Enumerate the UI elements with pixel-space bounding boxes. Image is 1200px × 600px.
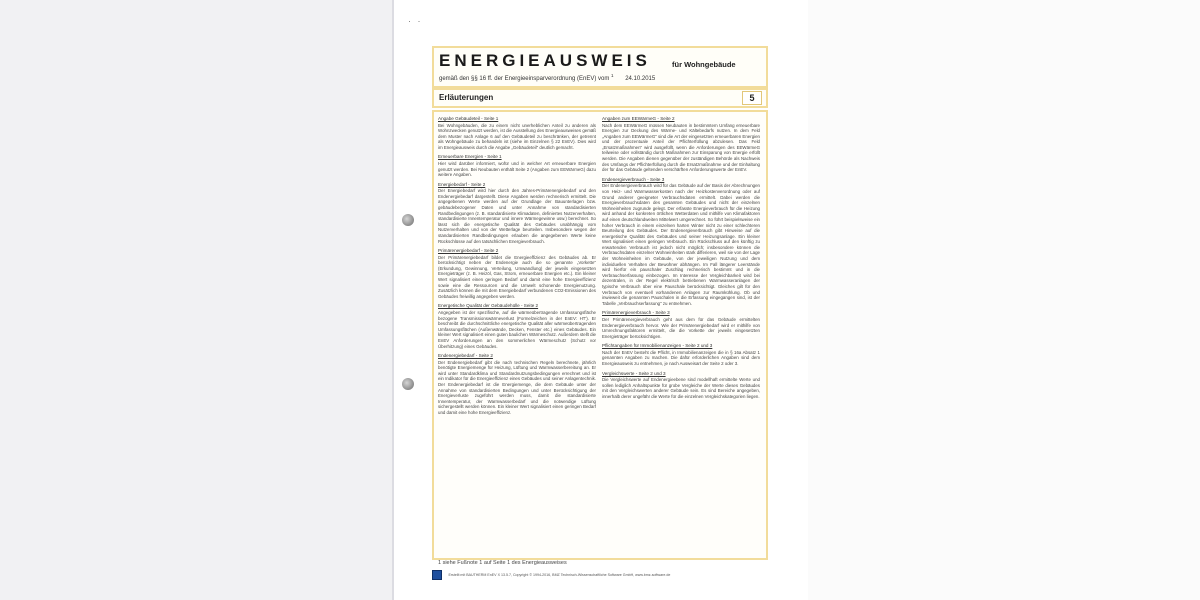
scan-marks: · ·: [408, 16, 423, 26]
block-heading: Angaben zum EEWärmeG - Seite 2: [602, 116, 675, 121]
block-text: Angegeben ist der spezifische, auf die wärmeübertragende Umfassungsfläche bezogene Transmissionswärmeverlust (Formelzeichen in der EnEV: HT'). Er beschreibt die durchschnittliche energetische Qualität aller wärmeübertragenden Umfassungsflächen (Außenwände, Decken, Fenster etc.) eines Gebäudes. Ein kleiner Wert signalisiert einen guten baulichen Wärmeschutz. Außerdem stellt die EnEV Anforderungen an den sommerlichen Wärmeschutz (Schutz vor Überhitzung) eines Gebäudes.: [438, 309, 596, 349]
explanation-block: [438, 353, 596, 415]
block-text: Der Endenergiebedarf gibt die nach technischen Regeln berechnete, jährlich benötigte Energiemenge für Heizung, Lüftung und Warmwasserbereitung an. Er wird unter Standardklima und Standardnutzungsbedingungen errechnet und ist ein Indikator für die Energieeffizienz eines Gebäudes und seiner Anlagentechnik. Der Endenergiebedarf ist die Energiemenge, die dem Gebäude unter der Annahme von standardisierten Bedingungen und unter Berücksichtigung der Energieverluste zugeführt werden muss, damit die standardisierte Innentemperatur, der Warmwasserbedarf und die notwendige Lüftung sichergestellt werden können. Ein kleiner Wert signalisiert einen geringen Bedarf und damit eine hohe Energieeffizienz.: [438, 359, 596, 415]
legal-basis-text: gemäß den §§ 16 ff. der Energieeinsparverordnung (EnEV) vom: [439, 76, 610, 82]
footnote-mark: 1: [611, 73, 614, 78]
block-text: Der Endenergieverbrauch wird für das Gebäude auf der Basis der Abrechnungen von Heiz- und Warmwasserkosten nach der Heizkostenverordnung oder auf Grund anderer geeigneter Verbrauchsdaten ermittelt. Dabei werden die Energieverbrauchsdaten des gesamten Gebäudes und nicht der einzelnen Wohneinheiten zugrunde gelegt. Der erfasste Energieverbrauch für die Heizung wird anhand der konkreten örtlichen Wetterdaten und mithilfe von Klimafaktoren auf einen deutschlandweiten Mittelwert umgerechnet. So führt beispielsweise ein hoher Verbrauch in einem einzelnen harten Winter nicht zu einer schlechteren Beurteilung des Gebäudes. Der Endenergieverbrauch gibt Hinweise auf die energetische Qualität des Gebäudes und seiner Heizungsanlage. Ein kleiner Wert signalisiert einen geringen Verbrauch. Ein Rückschluss auf den künftig zu erwartenden Verbrauch ist jedoch nicht möglich; insbesondere können die Verbrauchsdaten einzelner Wohneinheiten stark differieren, weil sie von der Lage der Wohneinheiten im Gebäude, von der jeweiligen Nutzung und dem individuellen Verhalten der Bewohner abhängen. Im Fall längerer Leerstände wird hierfür ein pauschaler Zuschlag rechnerisch bestimmt und in die Verbrauchserfassung einbezogen. Im Interesse der Vergleichbarkeit wird bei dezentralen, in der Regel elektrisch betriebenen Warmwasseranlagen der typische Verbrauch über eine Pauschale berücksichtigt. Gleiches gilt für den Verbrauch von eventuell vorhandenen Anlagen zur Raumkühlung. Ob und inwieweit die genannten Pauschalen in die Erfassung eingegangen sind, ist der Tabelle „Verbrauchserfassung" zu entnehmen.: [602, 183, 760, 306]
section-bar: [432, 88, 768, 108]
block-heading: Endenergieverbrauch - Seite 3: [602, 176, 665, 182]
explanation-block: [602, 177, 760, 307]
block-text: Nach der EnEV besteht die Pflicht, in Immobilienanzeigen die in § 16a Absatz 1 genannten Angaben zu machen. Die dafür erforderlichen Angaben sind dem Energieausweis zu entnehmen, je nach Ausweisart der Seite 2 oder 3.: [602, 349, 760, 366]
block-heading: Endenergiebedarf - Seite 2: [438, 353, 493, 359]
document-header: [432, 46, 768, 88]
explanation-block: [438, 182, 596, 244]
block-text: Hier wird darüber informiert, wofür und in welcher Art erneuerbare Energien genutzt werden. Bei Neubauten enthält Seite 2 (Angaben zum EEWärmeG) dazu weitere Angaben.: [438, 160, 596, 178]
block-heading: Primärenergieverbrauch - Seite 3: [602, 310, 670, 316]
block-heading: Energetische Qualität der Gebäudehülle - Seite 2: [438, 303, 539, 309]
left-column: [438, 116, 596, 420]
explanations-body: [432, 110, 768, 560]
software-footer: [432, 566, 670, 576]
explanation-block: [438, 248, 596, 299]
footnote: 1 siehe Fußnote 1 auf Seite 1 des Energieausweises: [438, 560, 567, 566]
block-text: Nach dem EEWärmeG müssen Neubauten in bestimmtem Umfang erneuerbare Energien zur Deckung des Wärme- und Kältebedarfs nutzen. In dem Feld „Angaben zum EEWärmeG" sind die Art der eingesetzten erneuerbaren Energien und der prozentuale Anteil der Pflichterfüllung abzulesen. Das Feld „Ersatzmaßnahmen" wird ausgefüllt, wenn die Anforderungen des EEWärmeG teilweise oder vollständig durch Maßnahmen zur Einsparung von Energie erfüllt werden. Die Angaben dienen gegenüber der zuständigen Behörde als Nachweis des Umfangs der Pflichterfüllung durch die Ersatzmaßnahme und der Einhaltung der für das Gebäude geltenden verschärften Anforderungswerte der EnEV.: [602, 122, 760, 173]
block-text: Der Energiebedarf wird hier durch den Jahres-Primärenergiebedarf und den Endenergiebedarf dargestellt. Diese Angaben werden rechnerisch ermittelt. Die angegebenen Werte werden auf der Grundlage der Bauunterlagen bzw. gebäudebezogener Daten und unter Annahme von standardisierten Randbedingungen (z. B. standardisierte Klimadaten, definiertes Nutzerverhalten, standardisierte Innentemperatur und innere Wärmegewinne usw.) berechnet. So lässt sich die energetische Qualität des Gebäudes unabhängig vom Nutzerverhalten und von der Wetterlage beurteilen. Insbesondere wegen der standardisierten Randbedingungen erlauben die angegebenen Werte keine Rückschlüsse auf den tatsächlichen Energieverbrauch.: [438, 188, 596, 244]
software-credit: Erstellt mit BAUTHERM EnEV X 13.5.7, Copyright © 1994-2016, BMZ Technisch-Wissenschaftliche Software GmbH, www.bmz-software.de: [448, 572, 671, 577]
document-subtitle: für Wohngebäude: [672, 60, 736, 69]
punch-hole: [402, 214, 414, 226]
page-number: 5: [742, 91, 762, 105]
block-text: Bei Wohngebäuden, die zu einem nicht unerheblichen Anteil zu anderen als Wohnzwecken genutzt werden, ist die Ausstellung des Energieausweises gemäß dem Muster nach Anlage 6 auf den Gebäudeteil zu beschränken, der getrennt als Wohngebäude zu behandeln ist (siehe im Einzelnen § 22 EnEV). Dies wird im Energieausweis durch die Angabe „Gebäudeteil" deutlich gemacht.: [438, 122, 596, 150]
explanation-block: [438, 154, 596, 177]
block-text: Die Vergleichswerte auf Endenergieebene sind modellhaft ermittelte Werte und sollen lediglich Anhaltspunkte für grobe Vergleiche der Werte dieses Gebäudes mit den Vergleichswerten anderer Gebäude sein. Es sind Bereiche angegeben, innerhalb derer ungefähr die Werte für die einzelnen Vergleichskategorien liegen.: [602, 377, 760, 399]
punch-hole: [402, 378, 414, 390]
explanation-block: [602, 371, 760, 400]
right-column: [602, 116, 760, 403]
block-heading: Angabe Gebäudeteil - Seite 1: [438, 116, 499, 121]
block-heading: Pflichtangaben für Immobilienanzeigen - Seite 2 und 3: [602, 343, 713, 349]
legal-basis: [439, 73, 655, 82]
document-date: 24.10.2015: [625, 76, 656, 82]
section-title: Erläuterungen: [439, 93, 494, 102]
block-heading: Primärenergiebedarf - Seite 2: [438, 248, 499, 254]
explanation-block: [602, 310, 760, 339]
explanation-block: [438, 116, 596, 150]
block-heading: Energiebedarf - Seite 2: [438, 181, 486, 187]
background-left: [0, 0, 393, 600]
block-text: Der Primärenergiebedarf bildet die Energieeffizienz des Gebäudes ab. Er berücksichtigt neben der Endenergie auch die so genannte „Vorkette" (Erkundung, Gewinnung, Verteilung, Umwandlung) der jeweils eingesetzten Energieträger (z. B. Heizöl, Gas, Strom, erneuerbare Energien etc.). Ein kleiner Wert signalisiert einen geringen Bedarf und damit eine hohe Energieeffizienz sowie eine die Ressourcen und die Umwelt schonende Energienutzung. Zusätzlich können die mit dem Energiebedarf verbundenen CO2-Emissionen des Gebäudes freiwillig angegeben werden.: [438, 254, 596, 299]
block-heading: Erneuerbare Energien - Seite 1: [438, 154, 502, 160]
block-heading: Vergleichswerte - Seite 2 und 3: [602, 370, 666, 376]
document-title: ENERGIEAUSWEIS: [439, 51, 651, 70]
background-right: [808, 0, 1200, 600]
explanation-block: [602, 116, 760, 173]
software-logo-icon: [432, 570, 442, 580]
explanation-block: [602, 343, 760, 366]
page-edge: [392, 0, 394, 600]
block-text: Der Primärenergieverbrauch geht aus dem für das Gebäude ermittelten Endenergieverbrauch hervor. Wie der Primärenergiebedarf wird er mithilfe von Umrechnungsfaktoren ermittelt, die die Vorkette der jeweils eingesetzten Energieträger berücksichtigen.: [602, 316, 760, 339]
explanation-block: [438, 303, 596, 349]
